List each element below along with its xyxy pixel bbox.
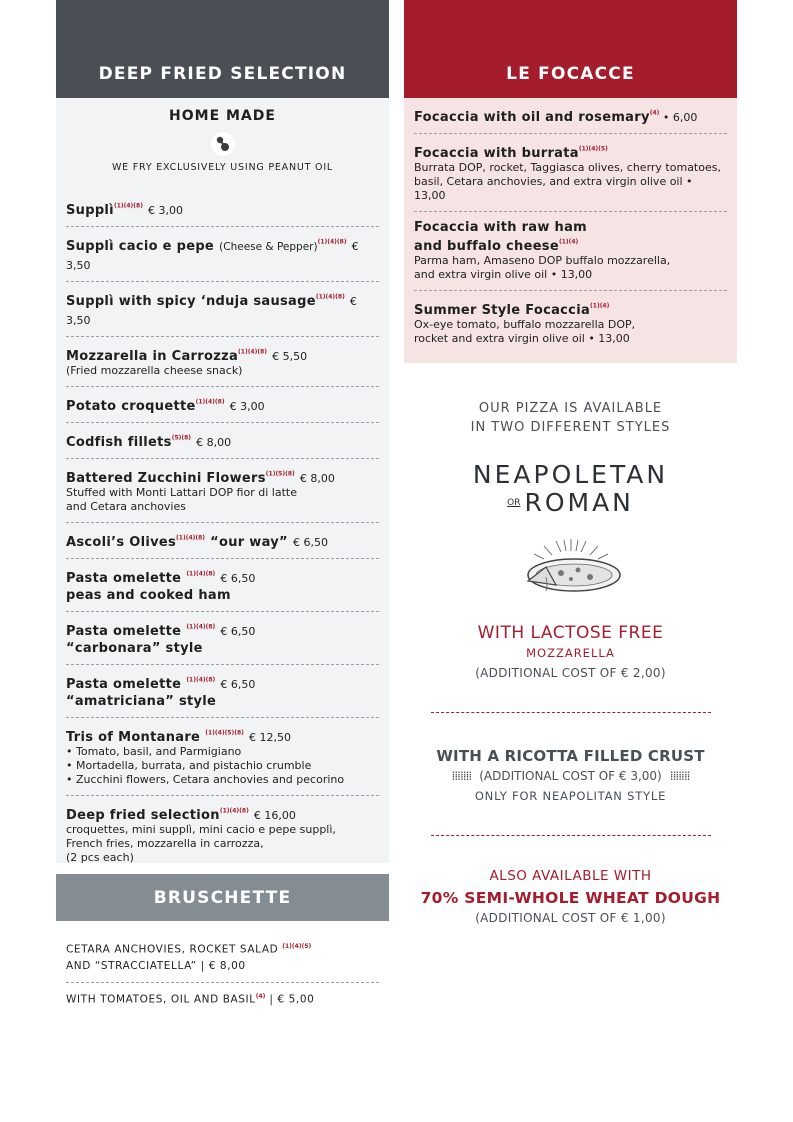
item-name: Supplì cacio e pepe: [66, 239, 215, 254]
item-price: € 6,50: [220, 625, 256, 638]
ricotta-crust-title: WITH A RICOTTA FILLED CRUST: [436, 747, 705, 765]
fry-note: WE FRY EXCLUSIVELY USING PEANUT OIL: [111, 162, 334, 173]
item-name-suffix: “our way”: [210, 535, 288, 550]
item-description: (2 pcs each): [66, 851, 134, 864]
item-name: Codfish fillets: [66, 435, 172, 450]
allergen-codes: (1)(4)(8): [186, 676, 216, 684]
lactose-free-subtitle: MOZZARELLA: [526, 646, 615, 660]
item-price: € 16,00: [253, 809, 296, 822]
item-description: Parma ham, Amaseno DOP buffalo mozzarella,: [414, 254, 671, 267]
menu-item: [414, 142, 727, 212]
allergen-codes: (1)(4)(5): [282, 943, 312, 950]
item-price: € 12,50: [248, 731, 291, 744]
allergen-codes: (1)(4)(8): [113, 202, 143, 210]
left-column: [56, 0, 389, 1015]
item-name: Tris of Montanare: [66, 730, 201, 745]
lactose-free-cost: (ADDITIONAL COST OF € 2,00): [475, 666, 666, 680]
menu-item: [66, 718, 379, 796]
allergen-codes: (1)(4)(5): [578, 145, 608, 153]
availability-line: OUR PIZZA IS AVAILABLE: [478, 401, 663, 416]
menu-item: [66, 459, 379, 523]
allergen-codes: (1)(4): [590, 302, 610, 310]
allergen-codes: (1)(5)(8): [265, 470, 295, 478]
item-description: Stuffed with Monti Lattari DOP fior di latte: [66, 486, 297, 499]
item-description: • Zucchini flowers, Cetara anchovies and pecorino: [66, 773, 345, 786]
item-price: € 3,50: [66, 240, 359, 272]
item-description: and Cetara anchovies: [66, 500, 186, 513]
bruschetta-line: AND “STRACCIATELLA” | € 8,00: [66, 959, 246, 972]
item-price: € 6,50: [293, 536, 328, 549]
menu-item: [66, 423, 379, 459]
list-item: [66, 983, 379, 1016]
item-price: € 5,50: [272, 350, 308, 363]
item-description: rocket and extra virgin olive oil • 13,00: [414, 332, 630, 345]
bruschette-title: BRUSCHETTE: [153, 887, 292, 908]
item-name: Pasta omelette: [66, 571, 182, 586]
allergen-codes: (1)(4)(8): [238, 348, 268, 356]
roman-style: ROMAN: [524, 488, 634, 517]
item-subtitle: “amatriciana” style: [66, 694, 217, 709]
menu-item: [66, 523, 379, 559]
item-name: Supplì: [66, 203, 114, 218]
item-translation: (Cheese & Pepper): [219, 241, 318, 253]
item-description: Burrata DOP, rocket, Taggiasca olives, cherry tomatoes,: [414, 161, 721, 174]
pizza-icon: [516, 537, 626, 597]
dots-icon: ⁞⁞⁞⁞⁞⁞⁞: [669, 769, 690, 783]
allergen-codes: (1)(4): [558, 238, 579, 246]
item-name: Ascoli’s Olives: [66, 535, 177, 550]
item-name: Summer Style Focaccia: [414, 303, 591, 318]
menu-item: [66, 387, 379, 423]
focacce-header: [404, 0, 737, 98]
menu-item: [66, 796, 379, 873]
item-price: € 8,00: [196, 436, 232, 449]
also-available-label: ALSO AVAILABLE WITH: [489, 868, 652, 884]
item-description: • Mortadella, burrata, and pistachio crumble: [66, 759, 312, 772]
menu-item: [66, 559, 379, 612]
item-name: Deep fried selection: [66, 808, 220, 823]
item-price: € 8,00: [299, 472, 335, 485]
menu-item: [66, 191, 379, 227]
item-name: Pasta omelette: [66, 677, 182, 692]
item-name: Focaccia with burrata: [414, 146, 579, 161]
pizza-info: [404, 399, 737, 925]
item-description: Ox-eye tomato, buffalo mozzarella DOP,: [414, 318, 636, 331]
allergen-codes: (1)(4)(5)(8): [205, 729, 244, 737]
item-subtitle: peas and cooked ham: [66, 588, 231, 603]
item-description: and extra virgin olive oil • 13,00: [414, 268, 593, 281]
item-name: Focaccia with raw ham: [414, 220, 587, 235]
deep-fried-title: DEEP FRIED SELECTION: [98, 64, 347, 84]
divider: [431, 835, 711, 836]
or-label: OR: [507, 498, 521, 508]
item-name: Focaccia with oil and rosemary: [414, 110, 650, 125]
allergen-codes: (4): [255, 992, 266, 1000]
allergen-codes: (1)(4)(8): [317, 238, 347, 246]
allergen-codes: (1)(4)(8): [176, 534, 206, 542]
neapolitan-style: NEAPOLETAN: [472, 460, 669, 489]
allergen-codes: (1)(4)(8): [315, 293, 345, 301]
allergen-codes: (1)(4)(8): [195, 398, 225, 406]
dots-icon: ⁞⁞⁞⁞⁞⁞⁞: [451, 769, 472, 783]
allergen-codes: (4): [649, 109, 660, 117]
item-price: € 6,50: [220, 678, 256, 691]
item-price: € 3,50: [66, 295, 357, 327]
home-made-label: HOME MADE: [169, 108, 276, 124]
menu-item: [414, 106, 727, 134]
wheat-dough-title: 70% SEMI-WHOLE WHEAT DOUGH: [420, 889, 721, 907]
item-description: (Fried mozzarella cheese snack): [66, 364, 243, 377]
bruschetta-line: WITH TOMATOES, OIL AND BASIL: [66, 993, 256, 1005]
item-name: Potato croquette: [66, 399, 196, 414]
ricotta-cost: (ADDITIONAL COST OF € 3,00): [479, 769, 662, 783]
item-name: Supplì with spicy ‘nduja sausage: [66, 294, 316, 309]
allergen-codes: (1)(4)(8): [219, 807, 249, 815]
right-column: [404, 0, 737, 925]
item-price: € 3,00: [148, 204, 184, 217]
bruschette-header: [56, 874, 389, 921]
allergen-codes: (1)(4)(8): [186, 570, 216, 578]
menu-item: [414, 299, 727, 354]
menu-item: [66, 612, 379, 665]
deep-fried-header: [56, 0, 389, 98]
oil-drop-icon: [211, 132, 235, 156]
item-name: Battered Zucchini Flowers: [66, 471, 266, 486]
item-description: French fries, mozzarella in carrozza,: [66, 837, 264, 850]
item-name-line2: and buffalo cheese: [414, 239, 559, 254]
item-description: basil, Cetara anchovies, and extra virgin olive oil • 13,00: [414, 175, 693, 202]
item-name: Mozzarella in Carrozza: [66, 349, 239, 364]
neapolitan-only-note: ONLY FOR NEAPOLITAN STYLE: [474, 789, 667, 803]
ricotta-cost-row: [404, 769, 737, 783]
bruschetta-line: CETARA ANCHOVIES, ROCKET SALAD: [66, 943, 279, 956]
item-price: • 6,00: [659, 111, 698, 124]
roman-style-line: [404, 489, 737, 517]
item-description: • Tomato, basil, and Parmigiano: [66, 745, 242, 758]
bruschette-list: [56, 921, 389, 1015]
item-price: € 3,00: [229, 400, 265, 413]
wheat-dough-cost: (ADDITIONAL COST OF € 1,00): [475, 911, 666, 925]
item-description: croquettes, mini supplì, mini cacio e pepe supplì,: [66, 823, 336, 836]
menu-item: [414, 220, 727, 291]
menu-item: [66, 282, 379, 337]
allergen-codes: (5)(8): [171, 434, 192, 442]
item-price: € 6,50: [220, 572, 256, 585]
item-name: Pasta omelette: [66, 624, 182, 639]
list-item: [66, 933, 379, 983]
item-subtitle: “carbonara” style: [66, 641, 203, 656]
menu-item: [66, 337, 379, 387]
allergen-codes: (1)(4)(8): [186, 623, 216, 631]
deep-fried-panel: [56, 98, 389, 863]
bruschetta-price: | € 5,00: [265, 993, 315, 1005]
menu-item: [66, 665, 379, 718]
availability-text: [404, 399, 737, 437]
focacce-panel: [404, 98, 737, 363]
menu-item: [66, 227, 379, 282]
focacce-title: LE FOCACCE: [506, 64, 635, 84]
lactose-free-title: WITH LACTOSE FREE: [477, 623, 664, 643]
divider: [431, 712, 711, 713]
availability-line: IN TWO DIFFERENT STYLES: [470, 420, 671, 435]
